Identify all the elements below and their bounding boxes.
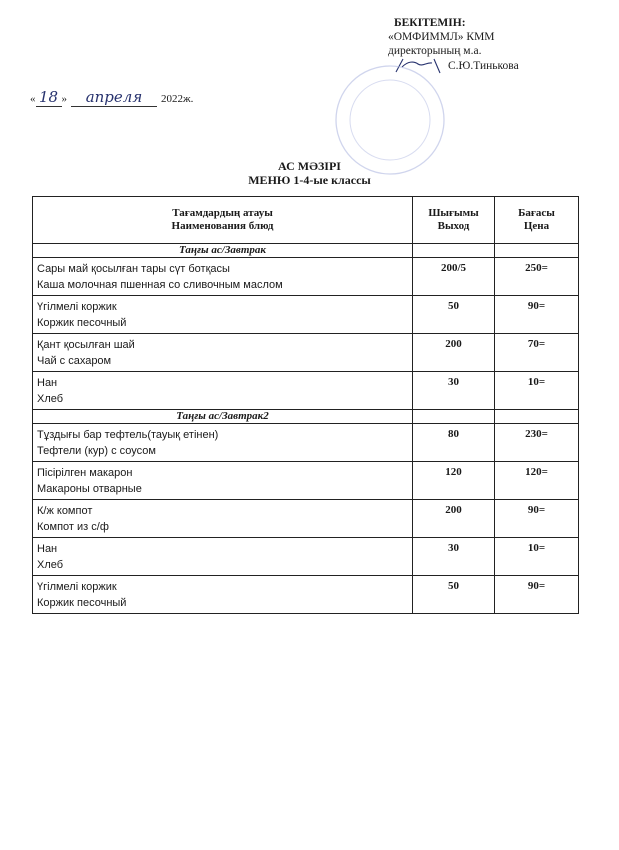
header-name-kz: Тағамдардың атауы: [172, 207, 273, 219]
dish-output: 80: [413, 424, 495, 462]
table-row: [33, 538, 579, 576]
dish-name-ru: Компот из с/ф: [37, 521, 109, 533]
title-kz: АС МӘЗІРІ: [278, 159, 341, 173]
table-row: [33, 500, 579, 538]
approval-heading: БЕКІТЕМІН:: [394, 17, 466, 29]
dish-name-cell: [33, 500, 413, 538]
dish-name-cell: [33, 258, 413, 296]
date-day: 18: [36, 88, 62, 107]
section-empty-cell: [495, 410, 579, 424]
section-title: Таңғы ас/Завтрак2: [33, 410, 413, 424]
dish-name-kz: Нан: [37, 377, 58, 389]
header-output: [413, 197, 495, 244]
menu-title: [0, 159, 619, 187]
dish-name-cell: [33, 424, 413, 462]
dish-name-cell: [33, 334, 413, 372]
dish-output: 50: [413, 296, 495, 334]
header-output-ru: Выход: [437, 220, 470, 232]
dish-price: 120=: [495, 462, 579, 500]
dish-price: 250=: [495, 258, 579, 296]
table-row: [33, 258, 579, 296]
dish-name-ru: Хлеб: [37, 559, 64, 571]
approval-org: «ОМФИММЛ» КММ: [388, 31, 495, 43]
dish-price: 90=: [495, 500, 579, 538]
section-title: Таңғы ас/Завтрак: [33, 244, 413, 258]
section-row: [33, 410, 579, 424]
dish-name-kz: Пісірілген макарон: [37, 467, 133, 479]
dish-output: 30: [413, 372, 495, 410]
dish-name-kz: К/ж компот: [37, 505, 93, 517]
dish-name-ru: Чай с сахаром: [37, 355, 112, 367]
dish-output: 30: [413, 538, 495, 576]
section-row: [33, 244, 579, 258]
dish-price: 90=: [495, 296, 579, 334]
date-close-quote: »: [61, 93, 67, 105]
dish-name-cell: [33, 538, 413, 576]
dish-name-kz: Тұздығы бар тефтель(тауық етінен): [37, 429, 219, 441]
signer-name: С.Ю.Тинькова: [448, 60, 519, 72]
table-row: [33, 372, 579, 410]
header-price-kz: Бағасы: [518, 207, 555, 219]
header-price: [495, 197, 579, 244]
dish-output: 120: [413, 462, 495, 500]
dish-price: 90=: [495, 576, 579, 614]
dish-price: 70=: [495, 334, 579, 372]
table-body: [33, 244, 579, 614]
table-row: [33, 424, 579, 462]
dish-name-kz: Үгілмелі коржик: [37, 581, 117, 593]
dish-name-kz: Сары май қосылған тары сүт ботқасы: [37, 263, 230, 275]
dish-name-kz: Қант қосылған шай: [37, 339, 135, 351]
dish-output: 200: [413, 334, 495, 372]
dish-name-cell: [33, 576, 413, 614]
table-row: [33, 334, 579, 372]
dish-price: 10=: [495, 538, 579, 576]
dish-name-kz: Үгілмелі коржик: [37, 301, 117, 313]
dish-name-cell: [33, 296, 413, 334]
menu-table: [32, 196, 579, 614]
table-row: [33, 296, 579, 334]
table-row: [33, 462, 579, 500]
approval-position: директорының м.а.: [388, 45, 482, 57]
date-year: 2022ж.: [161, 93, 194, 105]
dish-output: 200/5: [413, 258, 495, 296]
title-ru: МЕНЮ 1-4-ые классы: [248, 173, 371, 187]
dish-name-cell: [33, 372, 413, 410]
dish-name-ru: Коржик песочный: [37, 597, 127, 609]
document-date: [30, 88, 193, 112]
dish-name-ru: Коржик песочный: [37, 317, 127, 329]
header-name: [33, 197, 413, 244]
dish-name-kz: Нан: [37, 543, 58, 555]
section-empty-cell: [413, 244, 495, 258]
dish-name-ru: Макароны отварные: [37, 483, 142, 495]
header-output-kz: Шығымы: [428, 207, 479, 219]
dish-output: 50: [413, 576, 495, 614]
dish-name-cell: [33, 462, 413, 500]
section-empty-cell: [495, 244, 579, 258]
dish-name-ru: Тефтели (кур) с соусом: [37, 445, 156, 457]
table-row: [33, 576, 579, 614]
dish-name-ru: Хлеб: [37, 393, 64, 405]
table-header-row: [33, 197, 579, 244]
date-month: апреля: [71, 88, 157, 107]
dish-output: 200: [413, 500, 495, 538]
date-open-quote: «: [30, 93, 36, 105]
header-price-ru: Цена: [523, 220, 550, 232]
dish-price: 230=: [495, 424, 579, 462]
header-name-ru: Наименования блюд: [171, 220, 274, 232]
dish-name-ru: Каша молочная пшенная со сливочным маслом: [37, 279, 283, 291]
section-empty-cell: [413, 410, 495, 424]
dish-price: 10=: [495, 372, 579, 410]
